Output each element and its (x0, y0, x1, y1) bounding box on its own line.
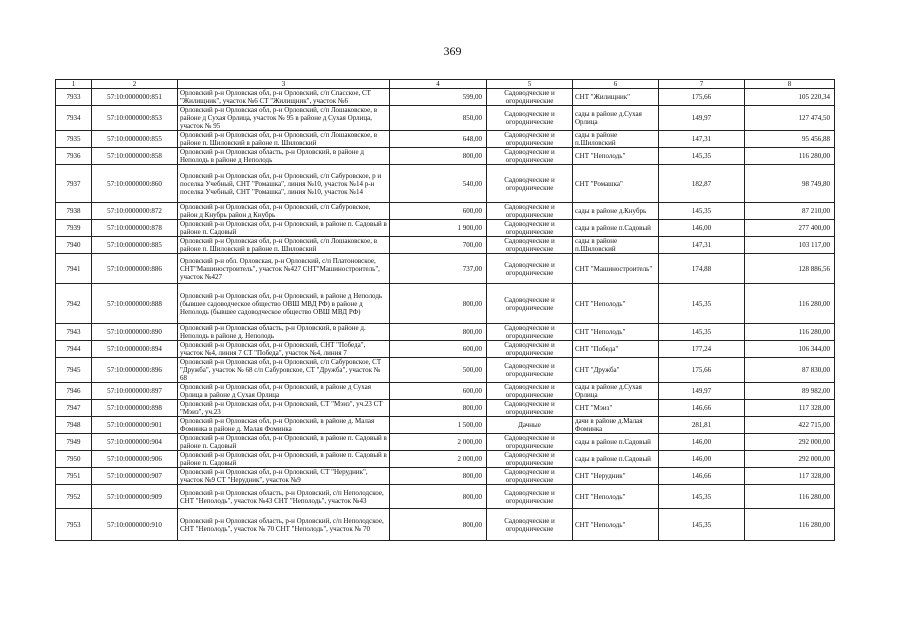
cadastral-value: 292 000,00 (745, 434, 835, 451)
specific-value: 146,66 (659, 400, 745, 417)
location-description: Орловский р-н Орловская обл, р-н Орловский, в районе п. Садовый в районе п. Садовый (178, 220, 390, 237)
row-number: 7943 (56, 324, 92, 341)
cadastral-value: 105 220,34 (745, 89, 835, 106)
cadastral-value: 128 886,56 (745, 254, 835, 284)
land-use-type: Садоводческие и огороднические (487, 383, 573, 400)
row-number: 7949 (56, 434, 92, 451)
settlement-name: СНТ "Машиностроитель" (573, 254, 659, 284)
cadastral-value: 89 982,00 (745, 383, 835, 400)
column-header: 2 (92, 80, 178, 89)
cadastral-value: 95 456,88 (745, 131, 835, 148)
cadastral-value: 117 328,00 (745, 400, 835, 417)
specific-value: 182,87 (659, 165, 745, 203)
area-value: 648,00 (390, 131, 487, 148)
cadastral-number: 57:10:0000000:896 (92, 358, 178, 383)
area-value: 737,00 (390, 254, 487, 284)
table-row (56, 220, 835, 237)
column-header: 4 (390, 80, 487, 89)
settlement-name: СНТ "Победа" (573, 341, 659, 358)
column-header: 1 (56, 80, 92, 89)
row-number: 7941 (56, 254, 92, 284)
land-use-type: Садоводческие и огороднические (487, 131, 573, 148)
cadastral-value: 117 328,00 (745, 468, 835, 485)
specific-value: 281,81 (659, 417, 745, 434)
area-value: 800,00 (390, 324, 487, 341)
table-row (56, 485, 835, 509)
specific-value: 147,31 (659, 131, 745, 148)
settlement-name: СНТ "Мэиз" (573, 400, 659, 417)
specific-value: 146,00 (659, 220, 745, 237)
land-use-type: Садоводческие и огороднические (487, 400, 573, 417)
area-value: 2 000,00 (390, 451, 487, 468)
area-value: 700,00 (390, 237, 487, 254)
settlement-name: сады в районе д.Сухая Орлица (573, 383, 659, 400)
row-number: 7934 (56, 106, 92, 131)
page-number: 369 (443, 44, 462, 58)
column-header: 7 (659, 80, 745, 89)
row-number: 7936 (56, 148, 92, 165)
specific-value: 145,35 (659, 284, 745, 324)
cadastral-number: 57:10:0000000:858 (92, 148, 178, 165)
specific-value: 174,88 (659, 254, 745, 284)
settlement-name: сады в районе д.Сухая Орлица (573, 106, 659, 131)
specific-value: 175,66 (659, 358, 745, 383)
row-number: 7939 (56, 220, 92, 237)
cadastral-number: 57:10:0000000:904 (92, 434, 178, 451)
settlement-name: СНТ "Неполодь" (573, 284, 659, 324)
specific-value: 145,35 (659, 148, 745, 165)
cadastral-number: 57:10:0000000:897 (92, 383, 178, 400)
settlement-name: СНТ "Нерудник" (573, 468, 659, 485)
row-number: 7953 (56, 509, 92, 541)
cadastral-value: 116 280,00 (745, 148, 835, 165)
cadastral-number: 57:10:0000000:872 (92, 203, 178, 220)
table-row (56, 383, 835, 400)
row-number: 7938 (56, 203, 92, 220)
land-use-type: Садоводческие и огороднические (487, 284, 573, 324)
table-row (56, 324, 835, 341)
settlement-name: СНТ "Жилищник" (573, 89, 659, 106)
location-description: Орловский р-н Орловская обл, р-н Орловский, с/п Сабуровское, район д Кнубрь район д Кнубрь (178, 203, 390, 220)
cadastral-number: 57:10:0000000:855 (92, 131, 178, 148)
area-value: 540,00 (390, 165, 487, 203)
row-number: 7946 (56, 383, 92, 400)
cadastral-value: 277 400,00 (745, 220, 835, 237)
table-row (56, 106, 835, 131)
cadastral-value: 116 280,00 (745, 284, 835, 324)
table-row (56, 358, 835, 383)
column-header: 8 (745, 80, 835, 89)
location-description: Орловский р-н Орловская обл, р-н Орловский, СТ "Мэиз", уч.23 СТ "Мэиз", уч.23 (178, 400, 390, 417)
column-header: 3 (178, 80, 390, 89)
location-description: Орловский р-н Орловская область, р-н Орловский, в районе д. Неполодь в районе д. Неполодь (178, 324, 390, 341)
cadastral-number: 57:10:0000000:910 (92, 509, 178, 541)
row-number: 7947 (56, 400, 92, 417)
land-use-type: Садоводческие и огороднические (487, 89, 573, 106)
cadastral-number: 57:10:0000000:890 (92, 324, 178, 341)
area-value: 850,00 (390, 106, 487, 131)
area-value: 600,00 (390, 383, 487, 400)
settlement-name: сады в районе п.Шиловский (573, 131, 659, 148)
specific-value: 146,00 (659, 434, 745, 451)
table-row (56, 165, 835, 203)
location-description: Орловский р-н Орловская обл, р-н Орловский, с/п Лошаковское, в районе п. Шиловский в районе п. Шиловский (178, 237, 390, 254)
area-value: 500,00 (390, 358, 487, 383)
cadastral-value: 116 280,00 (745, 485, 835, 509)
land-use-type: Садоводческие и огороднические (487, 468, 573, 485)
cadastral-value: 87 210,00 (745, 203, 835, 220)
settlement-name: дачи в районе д.Малая Фоминка (573, 417, 659, 434)
land-use-type: Садоводческие и огороднические (487, 434, 573, 451)
area-value: 800,00 (390, 400, 487, 417)
row-number: 7942 (56, 284, 92, 324)
settlement-name: сады в районе п.Садовый (573, 434, 659, 451)
location-description: Орловский р-н Орловская обл, р-н Орловский, с/п Лошаковское, в районе п. Шиловский в районе п. Шиловский (178, 131, 390, 148)
cadastral-number: 57:10:0000000:906 (92, 451, 178, 468)
cadastral-number: 57:10:0000000:898 (92, 400, 178, 417)
land-use-type: Дачные (487, 417, 573, 434)
cadastral-table-container (55, 79, 834, 541)
table-row (56, 400, 835, 417)
land-use-type: Садоводческие и огороднические (487, 220, 573, 237)
location-description: Орловский р-н Орловская область, р-н Орловский, с/п Неполодское, СНТ "Неполодь", участок № 70 СНТ "Неполодь", участок № 70 (178, 509, 390, 541)
location-description: Орловский р-н Орловская обл, р-н Орловский, в районе д. Малая Фоминка в районе д. Малая Фоминка (178, 417, 390, 434)
area-value: 800,00 (390, 284, 487, 324)
land-use-type: Садоводческие и огороднические (487, 203, 573, 220)
table-row (56, 468, 835, 485)
specific-value: 145,35 (659, 203, 745, 220)
area-value: 1 900,00 (390, 220, 487, 237)
land-use-type: Садоводческие и огороднические (487, 237, 573, 254)
cadastral-number: 57:10:0000000:860 (92, 165, 178, 203)
settlement-name: СНТ "Неполодь" (573, 509, 659, 541)
cadastral-value: 106 344,00 (745, 341, 835, 358)
land-use-type: Садоводческие и огороднические (487, 509, 573, 541)
table-row (56, 254, 835, 284)
land-use-type: Садоводческие и огороднические (487, 148, 573, 165)
settlement-name: сады в районе д.Кнубрь (573, 203, 659, 220)
cadastral-table (55, 79, 835, 541)
cadastral-value: 116 280,00 (745, 509, 835, 541)
row-number: 7952 (56, 485, 92, 509)
specific-value: 147,31 (659, 237, 745, 254)
land-use-type: Садоводческие и огороднические (487, 106, 573, 131)
location-description: Орловский р-н Орловская обл, р-н Орловский, с/п Лошаковское, в районе д Сухая Орлица, участок № 95 в районе д Сухая Орлица, участок № 95 (178, 106, 390, 131)
row-number: 7948 (56, 417, 92, 434)
area-value: 800,00 (390, 485, 487, 509)
land-use-type: Садоводческие и огороднические (487, 451, 573, 468)
settlement-name: СНТ "Дружба" (573, 358, 659, 383)
cadastral-value: 87 830,00 (745, 358, 835, 383)
location-description: Орловский р-н Орловская область, р-н Орловский, в районе д Неполодь в районе д Неполодь (178, 148, 390, 165)
cadastral-number: 57:10:0000000:907 (92, 468, 178, 485)
table-row (56, 341, 835, 358)
land-use-type: Садоводческие и огороднические (487, 324, 573, 341)
table-row (56, 417, 835, 434)
cadastral-number: 57:10:0000000:851 (92, 89, 178, 106)
cadastral-number: 57:10:0000000:901 (92, 417, 178, 434)
specific-value: 149,97 (659, 383, 745, 400)
table-row (56, 451, 835, 468)
table-row (56, 237, 835, 254)
table-row (56, 131, 835, 148)
cadastral-value: 292 000,00 (745, 451, 835, 468)
table-header-row (56, 80, 835, 89)
table-row (56, 434, 835, 451)
land-use-type: Садоводческие и огороднические (487, 358, 573, 383)
area-value: 600,00 (390, 341, 487, 358)
cadastral-number: 57:10:0000000:909 (92, 485, 178, 509)
row-number: 7945 (56, 358, 92, 383)
location-description: Орловский р-н Орловская обл, р-н Орловский, СНТ "Победа", участок №4, линия 7 СТ "Победа", участок №4, линия 7 (178, 341, 390, 358)
land-use-type: Садоводческие и огороднические (487, 341, 573, 358)
location-description: Орловский р-н Орловская обл, р-н Орловский, в районе п. Садовый в районе п. Садовый (178, 451, 390, 468)
cadastral-number: 57:10:0000000:885 (92, 237, 178, 254)
cadastral-number: 57:10:0000000:888 (92, 284, 178, 324)
land-use-type: Садоводческие и огороднические (487, 165, 573, 203)
location-description: Орловский р-н Орловская обл, р-н Орловский, в районе д Сухая Орлица в районе д Сухая Орлица (178, 383, 390, 400)
column-header: 5 (487, 80, 573, 89)
row-number: 7937 (56, 165, 92, 203)
cadastral-number: 57:10:0000000:853 (92, 106, 178, 131)
table-row (56, 89, 835, 106)
area-value: 800,00 (390, 148, 487, 165)
location-description: Орловский р-н Орловская обл, р-н Орловский, в районе п. Садовый в районе п. Садовый (178, 434, 390, 451)
specific-value: 145,35 (659, 509, 745, 541)
cadastral-number: 57:10:0000000:886 (92, 254, 178, 284)
table-row (56, 203, 835, 220)
location-description: Орловский р-н обл. Орловская, р-н Орловский, с/п Платоновское, СНТ"Машиностроитель", участок №427 СНТ"Машиностроитель", участок №427 (178, 254, 390, 284)
area-value: 2 000,00 (390, 434, 487, 451)
column-header: 6 (573, 80, 659, 89)
cadastral-value: 103 117,00 (745, 237, 835, 254)
specific-value: 145,35 (659, 485, 745, 509)
settlement-name: СНТ "Неполодь" (573, 148, 659, 165)
specific-value: 149,97 (659, 106, 745, 131)
table-row (56, 148, 835, 165)
area-value: 599,00 (390, 89, 487, 106)
table-row (56, 284, 835, 324)
location-description: Орловский р-н Орловская обл, р-н Орловский, с/п Сабуровское, р и поселка Учебный, СНТ "Ромашка", линия №10, участок №14 р-н поселка Учебный, СНТ "Ромашка", линия №10, участок №14 (178, 165, 390, 203)
specific-value: 175,66 (659, 89, 745, 106)
location-description: Орловский р-н Орловская обл, р-н Орловский, СТ "Нерудник", участок №9 СТ "Нерудник", участок №9 (178, 468, 390, 485)
location-description: Орловский р-н Орловская обл, р-н Орловский, в районе д Неполодь (бывшее садоводческое общество ОВШ МВД РФ) в районе д Неполодь (бывшее садоводческое общество ОВШ МВД РФ) (178, 284, 390, 324)
area-value: 800,00 (390, 468, 487, 485)
location-description: Орловский р-н Орловская обл, р-н Орловский, с/п Спасское, СТ "Жилищник", участок №6 СТ "Жилищник", участок №6 (178, 89, 390, 106)
location-description: Орловский р-н Орловская обл, р-н Орловский, с/п Сабуровское, СТ "Дружба", участок № 68 с/п Сабуровское, СТ "Дружба", участок № 68 (178, 358, 390, 383)
cadastral-value: 98 749,80 (745, 165, 835, 203)
cadastral-value: 127 474,50 (745, 106, 835, 131)
cadastral-number: 57:10:0000000:894 (92, 341, 178, 358)
specific-value: 146,00 (659, 451, 745, 468)
land-use-type: Садоводческие и огороднические (487, 254, 573, 284)
cadastral-value: 116 280,00 (745, 324, 835, 341)
row-number: 7951 (56, 468, 92, 485)
settlement-name: сады в районе п.Садовый (573, 220, 659, 237)
cadastral-value: 422 715,00 (745, 417, 835, 434)
row-number: 7950 (56, 451, 92, 468)
settlement-name: сады в районе п.Шиловский (573, 237, 659, 254)
row-number: 7944 (56, 341, 92, 358)
row-number: 7940 (56, 237, 92, 254)
table-row (56, 509, 835, 541)
settlement-name: СНТ "Неполодь" (573, 485, 659, 509)
land-use-type: Садоводческие и огороднические (487, 485, 573, 509)
specific-value: 177,24 (659, 341, 745, 358)
specific-value: 145,35 (659, 324, 745, 341)
settlement-name: СНТ "Неполодь" (573, 324, 659, 341)
cadastral-number: 57:10:0000000:878 (92, 220, 178, 237)
area-value: 600,00 (390, 203, 487, 220)
row-number: 7933 (56, 89, 92, 106)
settlement-name: сады в районе п.Садовый (573, 451, 659, 468)
settlement-name: СНТ "Ромашка" (573, 165, 659, 203)
area-value: 1 500,00 (390, 417, 487, 434)
scan-artifact-dots (0, 18, 905, 20)
area-value: 800,00 (390, 509, 487, 541)
row-number: 7935 (56, 131, 92, 148)
specific-value: 146,66 (659, 468, 745, 485)
location-description: Орловский р-н Орловская область, р-н Орловский, с/п Неполодское, СНТ "Неполодь", участок №43 СНТ "Неполодь", участок №43 (178, 485, 390, 509)
table-body (56, 89, 835, 541)
